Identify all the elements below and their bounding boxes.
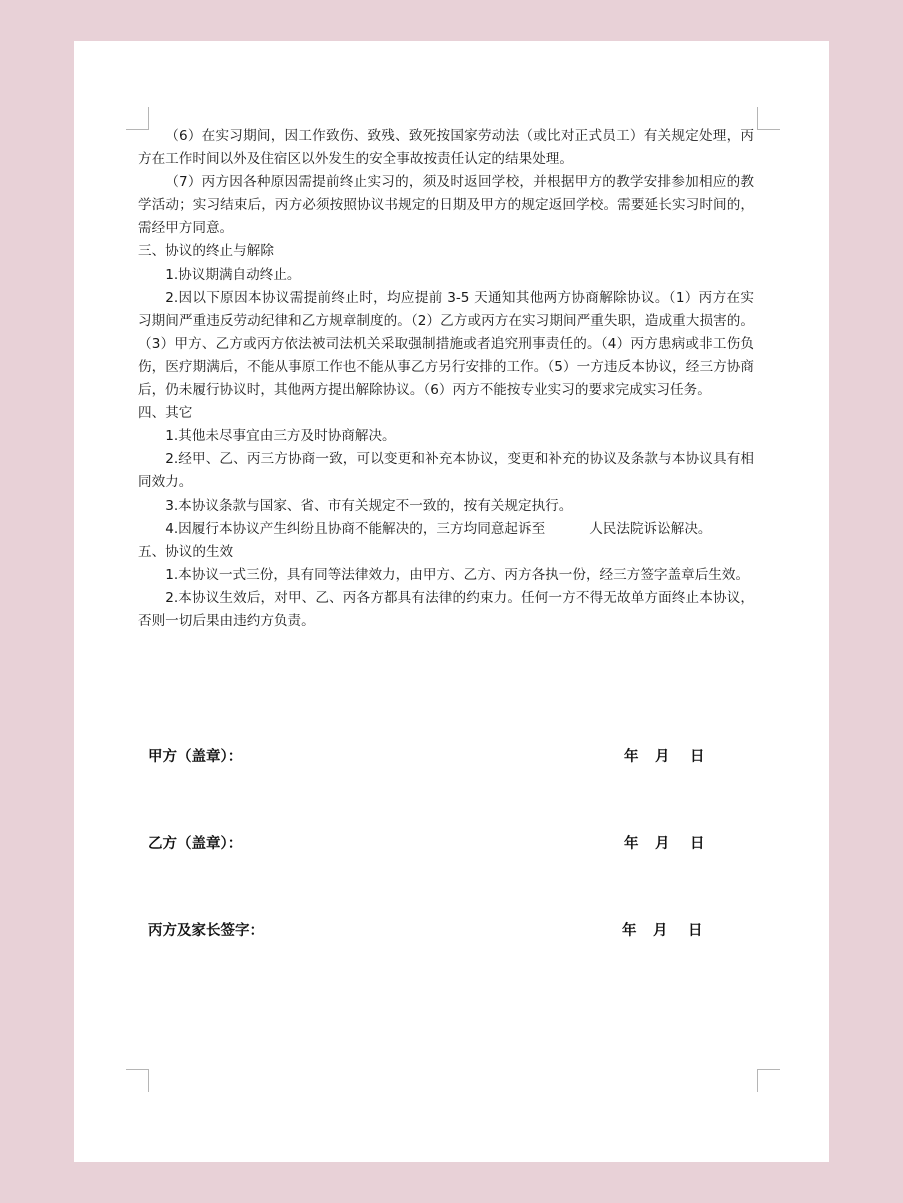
other-item-2: 2.经甲、乙、丙三方协商一致，可以变更和补充本协议，变更和补充的协议及条款与本协议具有相同效力。 <box>138 451 754 491</box>
party-b-day: 日 <box>690 836 705 852</box>
effect-item-1: 1.本协议一式三份，具有同等法律效力，由甲方、乙方、丙方各执一份，经三方签字盖章后生效。 <box>165 566 750 583</box>
party-c-day: 日 <box>688 923 703 939</box>
termination-item-1: 1.协议期满自动终止。 <box>165 266 301 283</box>
party-b-month: 月 <box>655 836 670 852</box>
party-a-day: 日 <box>690 749 705 765</box>
other-item-4 <box>138 518 754 541</box>
section-heading-termination: 三、协议的终止与解除 <box>138 243 274 260</box>
crop-mark-top-right <box>757 107 780 130</box>
clause-7-early-termination: （7）丙方因各种原因需提前终止实习的，须及时返回学校，并根据甲方的教学安排参加相应的教学活动；实习结束后，丙方必须按照协议书规定的日期及甲方的规定返回学校。需要延长实习时间的，需经甲方同意。 <box>138 174 754 237</box>
party-b-seal-label: 乙方（盖章）： <box>148 836 243 852</box>
party-b-year: 年 <box>624 836 639 852</box>
termination-item-2: 2.因以下原因本协议需提前终止时，均应提前 3-5 天通知其他两方协商解除协议。（1）丙方在实习期间严重违反劳动纪律和乙方规章制度的。（2）乙方或丙方在实习期间严重失职，造成重大损害的。（3）甲方、乙方或丙方依法被司法机关采取强制措施或者追究刑事责任的。（4）丙方患病或非工伤负伤，医疗期满后，不能从事原工作也不能从事乙方另行安排的工作。（5）一方违反本协议，经三方协商后，仍未履行协议时，其他两方提出解除协议。（6）丙方不能按专业实习的要求完成实习任务。 <box>138 289 754 399</box>
clause-6-injury: （6）在实习期间，因工作致伤、致残、致死按国家劳动法（或比对正式员工）有关规定处理，丙方在工作时间以外及住宿区以外发生的安全事故按责任认定的结果处理。 <box>138 128 754 168</box>
section-heading-other: 四、其它 <box>138 405 193 422</box>
crop-mark-bottom-right <box>757 1069 780 1092</box>
signature-row-party-c <box>148 919 708 943</box>
crop-mark-bottom-left <box>126 1069 149 1092</box>
signature-row-party-a <box>148 745 708 769</box>
other-item-4-after: 人民法院诉讼解决。 <box>589 520 712 537</box>
party-c-year: 年 <box>622 923 637 939</box>
party-a-seal-label: 甲方（盖章）： <box>148 749 243 765</box>
other-item-4-before: 4.因履行本协议产生纠纷且协商不能解决的，三方均同意起诉至 <box>165 520 546 537</box>
other-item-1: 1.其他未尽事宜由三方及时协商解决。 <box>165 428 396 445</box>
effect-item-2: 2.本协议生效后，对甲、乙、丙各方都具有法律的约束力。任何一方不得无故单方面终止本协议，否则一切后果由违约方负责。 <box>138 589 754 629</box>
other-item-3: 3.本协议条款与国家、省、市有关规定不一致的，按有关规定执行。 <box>165 497 573 514</box>
party-a-month: 月 <box>655 749 670 765</box>
document-page <box>74 41 829 1162</box>
section-heading-effect: 五、协议的生效 <box>138 543 234 560</box>
party-c-signature-label: 丙方及家长签字： <box>148 923 264 939</box>
agreement-body <box>138 125 754 633</box>
party-a-year: 年 <box>624 749 639 765</box>
party-c-month: 月 <box>653 923 668 939</box>
signature-row-party-b <box>148 832 708 856</box>
